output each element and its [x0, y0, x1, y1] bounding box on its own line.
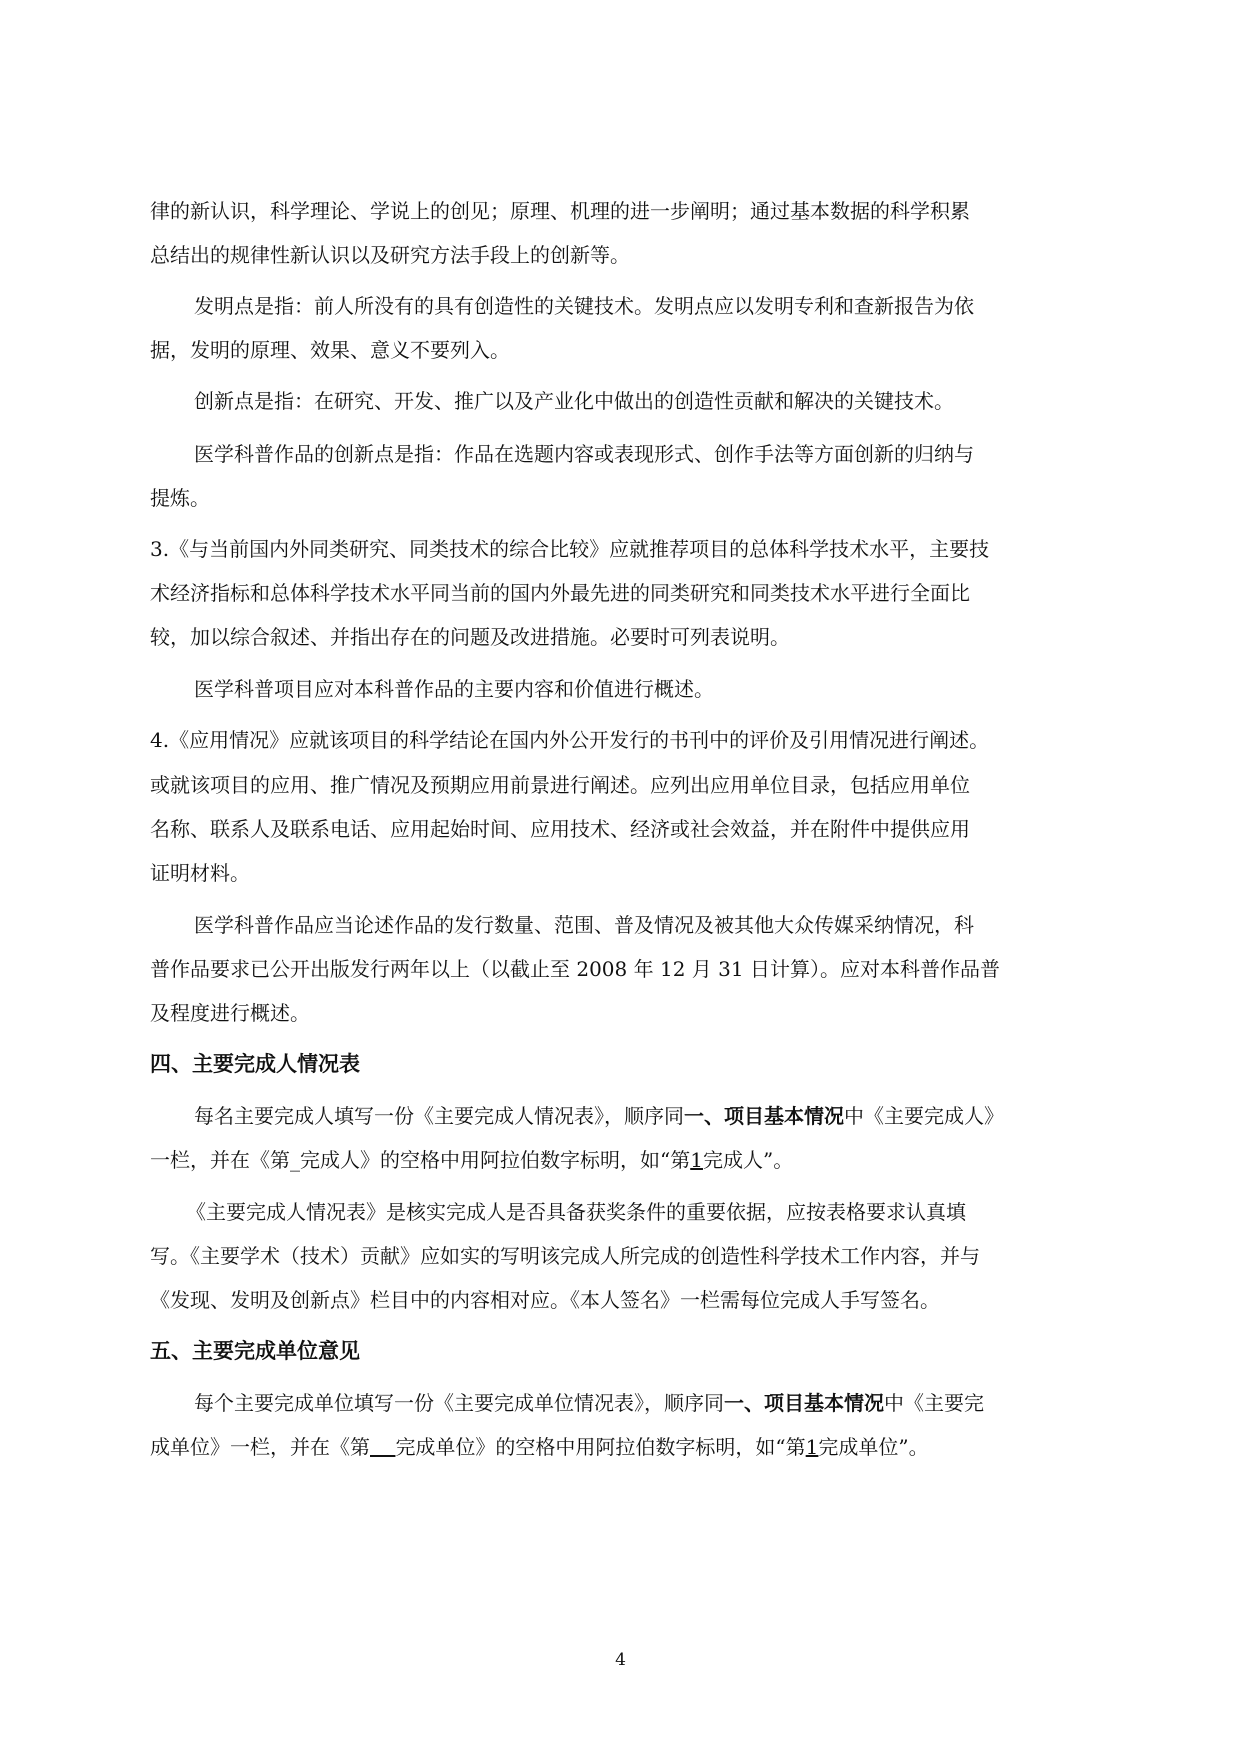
text-run: 完成单位》的空格中用阿拉伯数字标明，如“第 — [395, 1435, 806, 1459]
paragraph-line: 医学科普作品的创新点是指：作品在选题内容或表现形式、创作手法等方面创新的归纳与 — [194, 442, 974, 466]
text-run: 完成人》的空格中用阿拉伯数字标明，如“第 — [300, 1148, 691, 1172]
underlined-number: 1 — [690, 1148, 703, 1172]
paragraph-line: 医学科普项目应对本科普作品的主要内容和价值进行概述。 — [194, 677, 714, 701]
text-run: 每名主要完成人填写一份《主要完成人情况表》，顺序同 — [194, 1104, 684, 1128]
paragraph-line: 医学科普作品应当论述作品的发行数量、范围、普及情况及被其他大众传媒采纳情况，科 — [194, 913, 974, 937]
paragraph-line: 据，发明的原理、效果、意义不要列入。 — [150, 338, 510, 362]
page-number: 4 — [615, 1650, 626, 1670]
paragraph-line — [194, 1101, 1004, 1131]
paragraph-line: 《发现、发明及创新点》栏目中的内容相对应。《本人签名》一栏需每位完成人手写签名。 — [150, 1288, 940, 1312]
paragraph-line: 证明材料。 — [150, 861, 250, 885]
paragraph-line: 名称、联系人及联系电话、应用起始时间、应用技术、经济或社会效益，并在附件中提供应用 — [150, 817, 970, 841]
text-run: 完成单位”。 — [818, 1435, 929, 1459]
blank-placeholder: _ — [290, 1148, 300, 1172]
text-run: 中《主要完 — [884, 1391, 984, 1415]
blank-placeholder — [370, 1435, 395, 1459]
text-run: 每个主要完成单位填写一份《主要完成单位情况表》，顺序同 — [194, 1391, 724, 1415]
paragraph-line: 4.《应用情况》应就该项目的科学结论在国内外公开发行的书刊中的评价及引用情况进行阐述。 — [150, 728, 990, 752]
section-reference: 一、项目基本情况 — [724, 1391, 884, 1415]
text-run: 一栏，并在《第 — [150, 1148, 290, 1172]
paragraph-line: 写。《主要学术（技术）贡献》应如实的写明该完成人所完成的创造性科学技术工作内容，并与 — [150, 1244, 980, 1268]
paragraph-line: 律的新认识，科学理论、学说上的创见；原理、机理的进一步阐明；通过基本数据的科学积累 — [150, 199, 970, 223]
paragraph-line: 总结出的规律性新认识以及研究方法手段上的创新等。 — [150, 243, 630, 267]
text-run: 成单位》一栏，并在《第 — [150, 1435, 370, 1459]
paragraph-line — [150, 1145, 793, 1175]
paragraph-line: 《主要完成人情况表》是核实完成人是否具备获奖条件的重要依据，应按表格要求认真填 — [186, 1200, 966, 1224]
text-run: 中《主要完成人》 — [844, 1104, 1004, 1128]
paragraph-line: 3.《与当前国内外同类研究、同类技术的综合比较》应就推荐项目的总体科学技术水平，主要技 — [150, 537, 990, 561]
paragraph-line — [194, 1388, 984, 1418]
paragraph-line: 或就该项目的应用、推广情况及预期应用前景进行阐述。应列出应用单位目录，包括应用单位 — [150, 773, 970, 797]
section-heading-4: 四、主要完成人情况表 — [150, 1052, 360, 1076]
paragraph-line: 普作品要求已公开出版发行两年以上（以截止至 2008 年 12 月 31 日计算）。应对本科普作品普 — [150, 957, 1000, 981]
paragraph-line: 较，加以综合叙述、并指出存在的问题及改进措施。必要时可列表说明。 — [150, 625, 790, 649]
section-reference: 一、项目基本情况 — [684, 1104, 844, 1128]
paragraph-line: 创新点是指：在研究、开发、推广以及产业化中做出的创造性贡献和解决的关键技术。 — [194, 389, 954, 413]
paragraph-line — [150, 1432, 929, 1462]
paragraph-line: 发明点是指：前人所没有的具有创造性的关键技术。发明点应以发明专利和查新报告为依 — [194, 294, 974, 318]
section-heading-5: 五、主要完成单位意见 — [150, 1339, 360, 1363]
text-run: 完成人”。 — [702, 1148, 794, 1172]
paragraph-line: 及程度进行概述。 — [150, 1001, 310, 1025]
paragraph-line: 术经济指标和总体科学技术水平同当前的国内外最先进的同类研究和同类技术水平进行全面比 — [150, 581, 970, 605]
paragraph-line: 提炼。 — [150, 486, 210, 510]
underlined-number: 1 — [805, 1435, 819, 1459]
